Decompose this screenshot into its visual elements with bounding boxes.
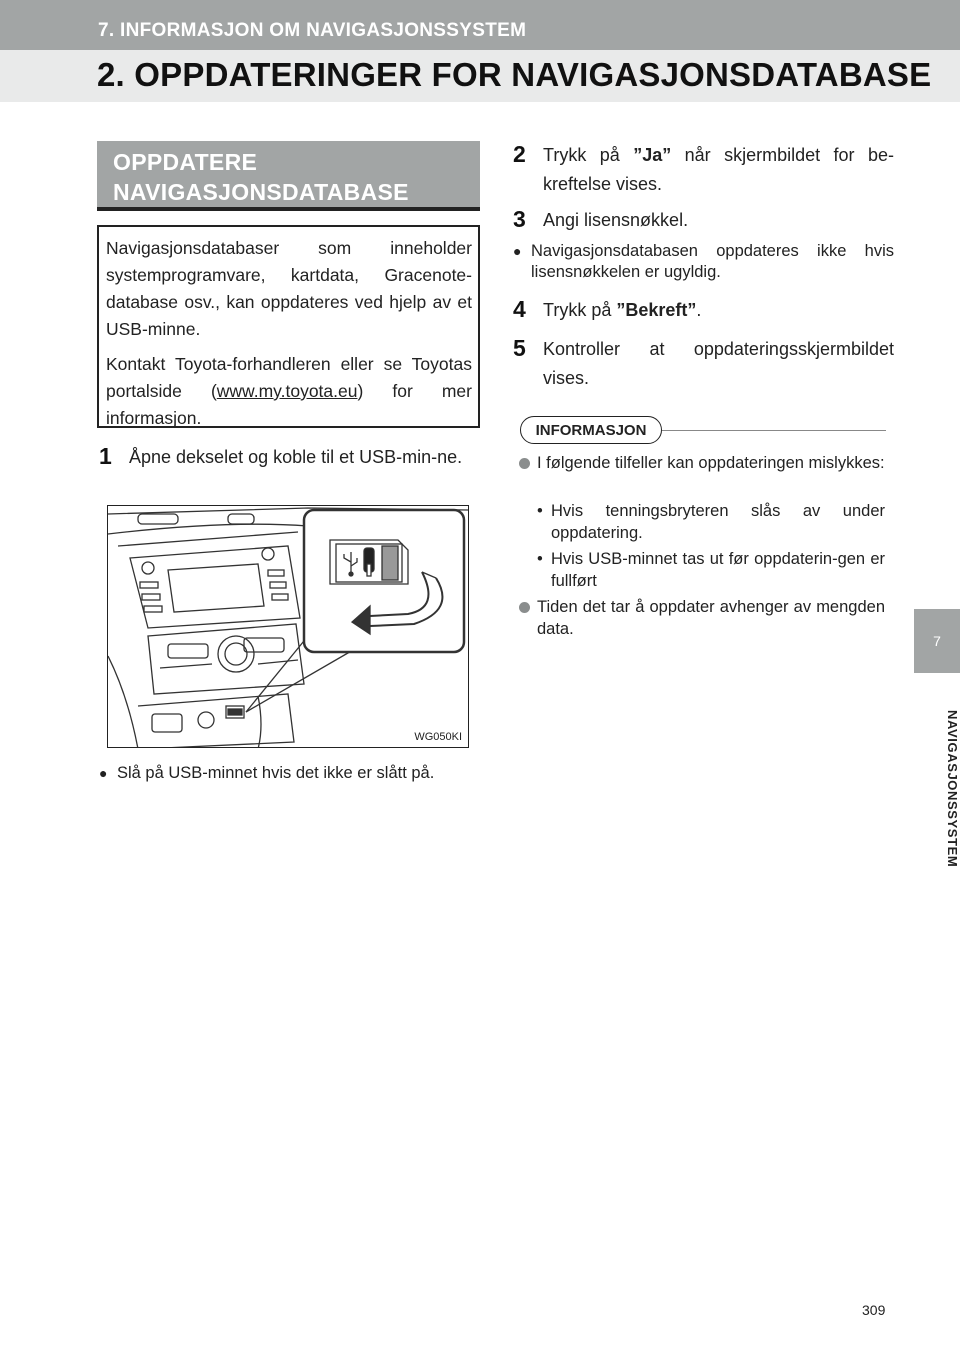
info-subitem-2	[537, 548, 885, 592]
intro-text-post: ) for mer informasjon.	[106, 381, 472, 428]
step-1-note	[99, 763, 479, 784]
step-text-post: når skjermbildet for be-kreftelse vises.	[543, 145, 894, 194]
bullet-dot-icon: ●	[513, 243, 522, 259]
info-item-text: I følgende tilfeller kan oppdateringen mislykkes:	[537, 454, 885, 472]
box-heading-line2: NAVIGASJONSDATABASE	[113, 179, 409, 205]
intro-paragraph-1: Navigasjonsdatabaser som inneholder systemprogramvare, kartdata, Gracenote-database osv., kan oppdateres ved hjelp av et USB-minne.	[106, 238, 472, 339]
intro-paragraph-2	[106, 351, 472, 432]
info-bullet-icon	[519, 458, 530, 469]
intro-box	[97, 225, 480, 428]
info-tag: INFORMASJON	[520, 416, 662, 444]
step-number: 4	[513, 296, 526, 322]
page-number: 309	[862, 1302, 886, 1318]
info-subitem-text: Hvis tenningsbryteren slås av under oppdatering.	[551, 502, 885, 542]
note-text: Navigasjonsdatabasen oppdateres ikke hvis lisensnøkkelen er ugyldig.	[531, 242, 894, 281]
step-number: 2	[513, 141, 526, 167]
section-label: 7. INFORMASJON OM NAVIGASJONSSYSTEM	[98, 20, 527, 41]
step-text: Åpne dekselet og koble til et USB-min-ne.	[129, 447, 463, 467]
ja-button-label: ”Ja”	[633, 145, 672, 165]
usb-port-illustration	[107, 505, 469, 748]
portal-link[interactable]: www.my.toyota.eu	[216, 381, 358, 401]
step-3	[513, 206, 894, 235]
step-1	[99, 443, 479, 472]
box-heading-line1: OPPDATERE	[113, 149, 258, 175]
step-text-pre: Trykk på	[543, 300, 617, 320]
step-4	[513, 296, 894, 325]
step-text-pre: Trykk på	[543, 145, 634, 165]
step-3-note	[513, 241, 894, 283]
step-number: 3	[513, 206, 526, 232]
figure-code: WG050KI	[414, 731, 462, 743]
step-5	[513, 335, 894, 393]
info-subitem-text: Hvis USB-minnet tas ut før oppdaterin-gen er fullført	[551, 550, 885, 590]
bullet-dot-icon: ●	[99, 765, 108, 781]
box-heading	[97, 141, 480, 211]
step-number: 1	[99, 443, 112, 469]
step-text: Kontroller at oppdateringsskjermbildet vises.	[543, 339, 894, 388]
info-item-2	[537, 596, 885, 640]
info-item-1	[537, 452, 885, 474]
sub-bullet-icon: •	[537, 550, 543, 568]
intro-text-pre: Kontakt Toyota-forhandleren eller se Toyotas portalside (	[106, 354, 472, 401]
sub-bullet-icon: •	[537, 502, 543, 520]
page-title: 2. OPPDATERINGER FOR NAVIGASJONSDATABASE	[97, 56, 932, 93]
chapter-side-label: NAVIGASJONSSYSTEM	[945, 710, 960, 868]
note-text: Slå på USB-minnet hvis det ikke er slått på.	[117, 764, 435, 782]
info-divider	[662, 430, 886, 431]
step-2	[513, 141, 894, 199]
info-subitem-1	[537, 500, 885, 544]
info-bullet-icon	[519, 602, 530, 613]
dashboard-drawing	[108, 506, 469, 748]
step-text: Angi lisensnøkkel.	[543, 210, 689, 230]
step-text-post: .	[696, 300, 702, 320]
step-number: 5	[513, 335, 526, 361]
bekreft-button-label: ”Bekreft”	[616, 300, 697, 320]
chapter-tab: 7	[914, 609, 960, 673]
info-item-text: Tiden det tar å oppdater avhenger av mengden data.	[537, 598, 885, 638]
